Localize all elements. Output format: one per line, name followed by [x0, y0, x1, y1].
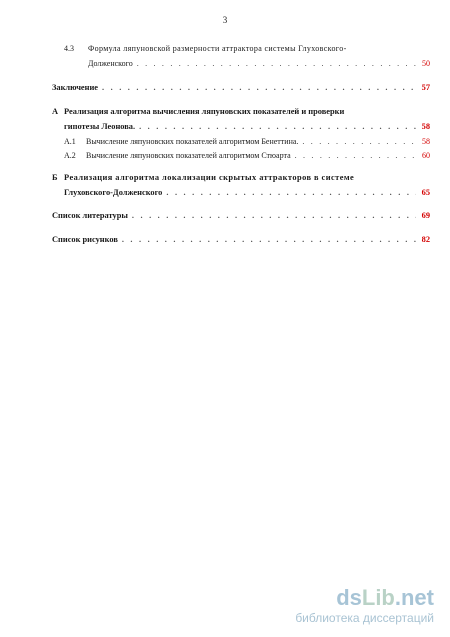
toc-page-link[interactable]: 60 — [422, 151, 430, 160]
watermark-subtitle: библиотека диссертаций — [295, 611, 434, 625]
toc-entry-conclusion[interactable] — [52, 82, 430, 94]
toc-page-link[interactable]: 50 — [422, 59, 430, 68]
toc-entry-appendix-a-line1 — [52, 106, 430, 118]
logo-ds: ds — [336, 585, 362, 610]
toc-entry-number: А.1 — [64, 137, 76, 146]
toc-entry-title: Список литературы — [52, 211, 128, 220]
logo-lib: Lib — [361, 585, 395, 610]
toc-entry-title: Реализация алгоритма вычисления ляпуновских показателей и проверки — [64, 107, 345, 116]
toc-entry-title: Формула ляпуновской размерности аттрактора системы Глуховского- — [88, 44, 347, 53]
toc-page-link[interactable]: 58 — [422, 137, 430, 146]
toc-page-link[interactable]: 58 — [421, 122, 430, 131]
toc-entry-appendix-b-line1 — [52, 172, 430, 184]
logo-net: .net — [394, 585, 434, 610]
dot-leader — [132, 210, 416, 222]
toc-entry-title-cont: гипотезы Леонова. — [64, 122, 136, 131]
toc-entry-figures[interactable] — [52, 234, 430, 246]
toc-entry-title: Вычисление ляпуновских показателей алгоритмом Бенеттина. — [86, 137, 299, 146]
toc-entry-4-3-line1 — [52, 43, 430, 55]
toc-page-link[interactable]: 82 — [421, 235, 430, 244]
toc-entry-number: 4.3 — [64, 44, 74, 53]
dot-leader — [295, 150, 416, 162]
toc-entry-a-2[interactable] — [64, 150, 430, 162]
toc-entry-title-cont: Долженского — [88, 59, 133, 68]
dot-leader — [102, 82, 416, 94]
dslib-watermark — [295, 587, 434, 625]
toc-entry-number: А.2 — [64, 151, 76, 160]
toc-entry-number: А — [52, 107, 59, 116]
dot-leader — [302, 136, 416, 148]
dot-leader — [137, 58, 416, 70]
toc-entry-appendix-a-line2[interactable] — [64, 121, 430, 133]
toc-entry-title: Вычисление ляпуновских показателей алгоритмом Стюарта — [86, 151, 291, 160]
toc-entry-title: Заключение — [52, 83, 99, 92]
toc-entry-a-1[interactable] — [64, 136, 430, 148]
toc-entry-title: Список рисунков — [52, 235, 118, 244]
toc-entry-references[interactable] — [52, 210, 430, 222]
dot-leader — [166, 187, 416, 199]
toc-entry-appendix-b-line2[interactable] — [64, 187, 430, 199]
toc-entry-4-3-line2[interactable] — [88, 58, 430, 70]
toc-entry-number: Б — [52, 173, 58, 182]
toc-entry-title-cont: Глуховского-Долженского — [64, 188, 163, 197]
dslib-logo — [295, 587, 434, 609]
dot-leader — [122, 234, 416, 246]
page-number: 3 — [222, 15, 228, 25]
toc-page-link[interactable]: 57 — [421, 83, 430, 92]
toc-page-link[interactable]: 65 — [421, 188, 430, 197]
dot-leader — [139, 121, 416, 133]
toc-entry-title: Реализация алгоритма локализации скрытых аттракторов в системе — [64, 173, 355, 182]
toc-page-link[interactable]: 69 — [421, 211, 430, 220]
